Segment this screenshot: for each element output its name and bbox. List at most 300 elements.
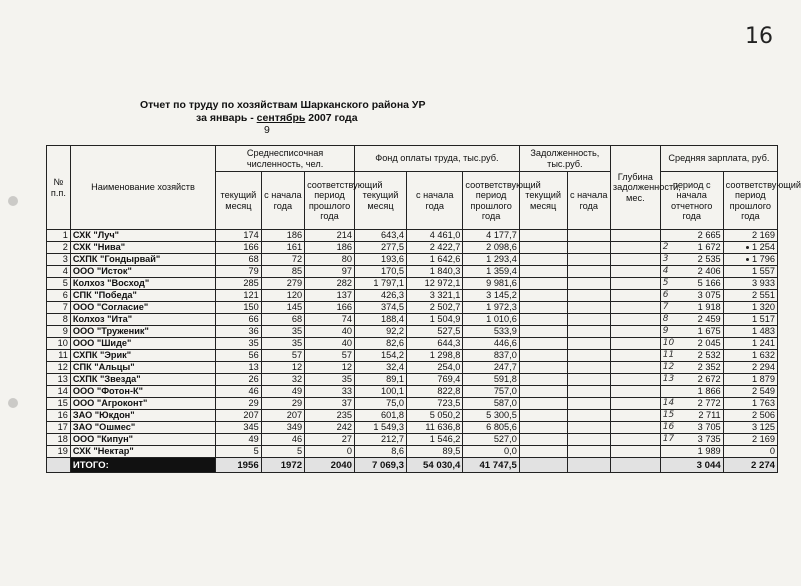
salary-ytd bbox=[660, 422, 723, 434]
debt-ytd bbox=[567, 242, 610, 254]
salary-prev bbox=[723, 242, 777, 254]
debt-ytd bbox=[567, 290, 610, 302]
salary-ytd-value: 1 675 bbox=[697, 326, 721, 336]
payroll-prev bbox=[463, 242, 519, 254]
payroll-ytd bbox=[407, 362, 463, 374]
debt-ytd bbox=[567, 398, 610, 410]
payroll-ytd bbox=[407, 278, 463, 290]
total-payroll-prev: 41 747,5 bbox=[463, 458, 519, 473]
row-name bbox=[70, 446, 215, 458]
headcount-prev bbox=[305, 410, 355, 422]
payroll-current-value: 1 797,1 bbox=[373, 278, 405, 288]
headcount-prev-value: 40 bbox=[341, 326, 352, 336]
payroll-prev bbox=[463, 326, 519, 338]
headcount-current bbox=[216, 350, 262, 362]
row-index bbox=[47, 290, 71, 302]
total-headcount-ytd: 1972 bbox=[261, 458, 304, 473]
headcount-prev-value: 33 bbox=[341, 386, 352, 396]
payroll-ytd-value: 89,5 bbox=[442, 446, 461, 456]
row-name-value: СХПК "Звезда" bbox=[72, 374, 141, 384]
period-month: сентябрь bbox=[256, 112, 306, 124]
payroll-prev bbox=[463, 338, 519, 350]
handwritten-mark: 2 bbox=[662, 242, 669, 252]
headcount-ytd bbox=[261, 242, 304, 254]
row-name bbox=[70, 254, 215, 266]
headcount-prev-value: 40 bbox=[341, 338, 352, 348]
debt-depth bbox=[610, 422, 660, 434]
handwritten-mark: 16 bbox=[662, 422, 675, 432]
payroll-current bbox=[354, 398, 406, 410]
headcount-ytd-value: 5 bbox=[296, 446, 303, 456]
row-name bbox=[70, 374, 215, 386]
payroll-prev-value: 837,0 bbox=[493, 350, 517, 360]
headcount-current bbox=[216, 242, 262, 254]
headcount-prev bbox=[305, 266, 355, 278]
debt-current bbox=[519, 362, 567, 374]
header-current-month: текущий месяц bbox=[354, 172, 406, 230]
headcount-ytd bbox=[261, 398, 304, 410]
row-index-value: 7 bbox=[62, 302, 68, 312]
row-name bbox=[70, 266, 215, 278]
headcount-current-value: 79 bbox=[248, 266, 259, 276]
handwritten-mark: 4 bbox=[662, 266, 669, 276]
row-index-value: 9 bbox=[62, 326, 68, 336]
salary-ytd bbox=[660, 434, 723, 446]
table-row bbox=[47, 374, 778, 386]
table-row bbox=[47, 242, 778, 254]
row-name bbox=[70, 350, 215, 362]
payroll-prev-value: 2 098,6 bbox=[486, 242, 517, 252]
payroll-current bbox=[354, 422, 406, 434]
payroll-current-value: 1 549,3 bbox=[373, 422, 405, 432]
headcount-prev bbox=[305, 242, 355, 254]
row-name bbox=[70, 398, 215, 410]
row-name bbox=[70, 386, 215, 398]
row-name-value: ЗАО "Юкдон" bbox=[72, 410, 135, 420]
debt-current bbox=[519, 230, 567, 242]
headcount-ytd bbox=[261, 290, 304, 302]
row-index-value: 17 bbox=[57, 422, 68, 432]
headcount-prev-value: 214 bbox=[336, 230, 352, 240]
labor-report-table bbox=[46, 145, 801, 473]
handwritten-page-number: 16 bbox=[745, 24, 773, 49]
row-index-value: 18 bbox=[57, 434, 68, 444]
salary-prev-value: 1 557 bbox=[752, 266, 775, 276]
payroll-current bbox=[354, 302, 406, 314]
row-name-value: СХПК "Эрик" bbox=[72, 350, 132, 360]
payroll-current bbox=[354, 230, 406, 242]
salary-prev-value: 2 169 bbox=[752, 434, 775, 444]
row-name-value: СХК "Нива" bbox=[72, 242, 126, 252]
payroll-prev-value: 3 145,2 bbox=[486, 290, 517, 300]
table-row bbox=[47, 314, 778, 326]
headcount-ytd bbox=[261, 434, 304, 446]
salary-prev bbox=[723, 446, 777, 458]
debt-depth bbox=[610, 254, 660, 266]
table-row bbox=[47, 302, 778, 314]
headcount-prev bbox=[305, 350, 355, 362]
debt-depth bbox=[610, 338, 660, 350]
payroll-prev-value: 1 359,4 bbox=[486, 266, 517, 276]
payroll-ytd-value: 1 298,8 bbox=[429, 350, 461, 360]
debt-current bbox=[519, 386, 567, 398]
handwritten-mark: 13 bbox=[662, 374, 675, 384]
headcount-ytd-value: 85 bbox=[291, 266, 303, 276]
salary-prev bbox=[723, 434, 777, 446]
headcount-prev bbox=[305, 230, 355, 242]
total-debt-current bbox=[519, 458, 567, 473]
payroll-prev-value: 4 177,7 bbox=[486, 230, 517, 240]
period-number: 9 bbox=[264, 124, 270, 136]
headcount-current-value: 49 bbox=[248, 434, 259, 444]
salary-ytd bbox=[660, 314, 723, 326]
headcount-prev bbox=[305, 374, 355, 386]
salary-prev-value: 3 933 bbox=[752, 278, 775, 288]
salary-prev-value: 1 517 bbox=[752, 314, 775, 324]
payroll-ytd bbox=[407, 290, 463, 302]
debt-current bbox=[519, 326, 567, 338]
payroll-ytd-value: 1 840,3 bbox=[429, 266, 461, 276]
debt-depth bbox=[610, 266, 660, 278]
salary-prev-value: 2 549 bbox=[752, 386, 775, 396]
salary-ytd-value: 3 705 bbox=[697, 422, 721, 432]
payroll-current-value: 100,1 bbox=[381, 386, 405, 396]
header-since-start: с начала года bbox=[407, 172, 463, 230]
headcount-ytd-value: 35 bbox=[291, 326, 303, 336]
header-current-month: текущий месяц bbox=[216, 172, 262, 230]
row-name-value: ООО "Труженик" bbox=[72, 326, 149, 336]
salary-ytd bbox=[660, 326, 723, 338]
salary-prev-value: 1 796 bbox=[752, 254, 775, 264]
headcount-ytd bbox=[261, 386, 304, 398]
headcount-prev bbox=[305, 446, 355, 458]
headcount-prev bbox=[305, 326, 355, 338]
payroll-ytd bbox=[407, 410, 463, 422]
salary-ytd-value: 2 459 bbox=[697, 314, 721, 324]
headcount-current-value: 46 bbox=[248, 386, 259, 396]
payroll-current-value: 75,0 bbox=[386, 398, 405, 408]
headcount-prev-value: 235 bbox=[336, 410, 352, 420]
row-name bbox=[70, 326, 215, 338]
salary-ytd bbox=[660, 254, 723, 266]
headcount-current bbox=[216, 422, 262, 434]
row-index bbox=[47, 242, 71, 254]
handwritten-mark: 8 bbox=[662, 314, 669, 324]
headcount-prev-value: 35 bbox=[341, 374, 352, 384]
payroll-ytd-value: 527,5 bbox=[437, 326, 461, 336]
row-index bbox=[47, 338, 71, 350]
row-name bbox=[70, 434, 215, 446]
salary-prev bbox=[723, 326, 777, 338]
headcount-prev bbox=[305, 278, 355, 290]
header-name: Наименование хозяйств bbox=[70, 146, 215, 230]
payroll-current bbox=[354, 350, 406, 362]
headcount-current-value: 121 bbox=[243, 290, 259, 300]
row-index bbox=[47, 326, 71, 338]
salary-ytd bbox=[660, 302, 723, 314]
payroll-prev-value: 757,0 bbox=[493, 386, 517, 396]
payroll-current-value: 8,6 bbox=[391, 446, 405, 456]
headcount-ytd bbox=[261, 254, 304, 266]
headcount-current bbox=[216, 254, 262, 266]
headcount-ytd-value: 72 bbox=[291, 254, 303, 264]
salary-ytd bbox=[660, 266, 723, 278]
row-name-value: СХК "Луч" bbox=[72, 230, 120, 240]
salary-prev bbox=[723, 422, 777, 434]
payroll-current-value: 89,1 bbox=[386, 374, 405, 384]
headcount-current-value: 66 bbox=[248, 314, 259, 324]
payroll-current-value: 426,3 bbox=[381, 290, 405, 300]
report-title: Отчет по труду по хозяйствам Шарканского района УР bbox=[140, 99, 426, 111]
row-name-value: СПК "Победа" bbox=[72, 290, 137, 300]
debt-current bbox=[519, 314, 567, 326]
salary-prev bbox=[723, 386, 777, 398]
headcount-current bbox=[216, 302, 262, 314]
salary-ytd bbox=[660, 338, 723, 350]
payroll-prev bbox=[463, 314, 519, 326]
row-name bbox=[70, 362, 215, 374]
row-name-value: СХК "Нектар" bbox=[72, 446, 134, 456]
salary-prev bbox=[723, 290, 777, 302]
debt-ytd bbox=[567, 254, 610, 266]
headcount-prev-value: 97 bbox=[341, 266, 352, 276]
salary-ytd-value: 1 989 bbox=[697, 446, 721, 456]
table-row bbox=[47, 362, 778, 374]
table-row bbox=[47, 422, 778, 434]
headcount-ytd-value: 145 bbox=[286, 302, 303, 312]
total-debt-ytd bbox=[567, 458, 610, 473]
headcount-current bbox=[216, 230, 262, 242]
headcount-prev bbox=[305, 302, 355, 314]
payroll-ytd bbox=[407, 374, 463, 386]
salary-ytd-value: 2 532 bbox=[697, 350, 721, 360]
payroll-ytd-value: 5 050,2 bbox=[429, 410, 461, 420]
salary-prev-value: 1 254 bbox=[752, 242, 775, 252]
debt-depth bbox=[610, 446, 660, 458]
handwritten-mark: 5 bbox=[662, 278, 669, 288]
headcount-current bbox=[216, 338, 262, 350]
pen-dot bbox=[746, 258, 749, 261]
headcount-ytd-value: 35 bbox=[291, 338, 303, 348]
payroll-ytd bbox=[407, 254, 463, 266]
row-name bbox=[70, 302, 215, 314]
headcount-current-value: 150 bbox=[243, 302, 259, 312]
payroll-ytd bbox=[407, 314, 463, 326]
payroll-ytd-value: 822,8 bbox=[437, 386, 461, 396]
table-row bbox=[47, 266, 778, 278]
total-payroll-ytd: 54 030,4 bbox=[407, 458, 463, 473]
debt-depth bbox=[610, 230, 660, 242]
row-index-value: 16 bbox=[57, 410, 68, 420]
row-index-value: 11 bbox=[58, 350, 68, 360]
payroll-current bbox=[354, 434, 406, 446]
header-headcount: Среднесписочная численность, чел. bbox=[216, 146, 355, 172]
payroll-current-value: 32,4 bbox=[386, 362, 405, 372]
salary-prev-value: 1 763 bbox=[752, 398, 775, 408]
payroll-current-value: 374,5 bbox=[381, 302, 405, 312]
row-index-value: 15 bbox=[57, 398, 68, 408]
headcount-prev bbox=[305, 422, 355, 434]
header-prev-period: соответствующий период прошлого года bbox=[723, 172, 777, 230]
debt-depth bbox=[610, 386, 660, 398]
handwritten-mark: 17 bbox=[662, 434, 675, 444]
payroll-ytd-value: 1 546,2 bbox=[429, 434, 461, 444]
debt-current bbox=[519, 290, 567, 302]
row-index-value: 4 bbox=[62, 266, 68, 276]
handwritten-mark: 14 bbox=[662, 398, 675, 408]
headcount-prev bbox=[305, 254, 355, 266]
row-name bbox=[70, 338, 215, 350]
salary-prev-value: 2 294 bbox=[752, 362, 775, 372]
headcount-current bbox=[216, 266, 262, 278]
payroll-ytd-value: 11 636,8 bbox=[425, 422, 461, 432]
row-name-value: СХПК "Гондырвай" bbox=[72, 254, 161, 264]
payroll-prev bbox=[463, 386, 519, 398]
payroll-current-value: 643,4 bbox=[381, 230, 405, 240]
debt-ytd bbox=[567, 374, 610, 386]
headcount-prev-value: 186 bbox=[336, 242, 352, 252]
salary-ytd-value: 1 672 bbox=[697, 242, 721, 252]
payroll-prev bbox=[463, 398, 519, 410]
row-name bbox=[70, 422, 215, 434]
payroll-prev-value: 247,7 bbox=[493, 362, 517, 372]
payroll-prev-value: 587,0 bbox=[493, 398, 517, 408]
payroll-ytd-value: 12 972,1 bbox=[424, 278, 461, 288]
header-prev-period: соответствующий период прошлого года bbox=[463, 172, 519, 230]
debt-ytd bbox=[567, 302, 610, 314]
payroll-current bbox=[354, 386, 406, 398]
handwritten-mark: 15 bbox=[662, 410, 675, 420]
salary-prev bbox=[723, 374, 777, 386]
table-row bbox=[47, 386, 778, 398]
payroll-current bbox=[354, 410, 406, 422]
debt-ytd bbox=[567, 230, 610, 242]
row-index bbox=[47, 278, 71, 290]
salary-ytd-value: 3 075 bbox=[697, 290, 721, 300]
row-index bbox=[47, 230, 71, 242]
payroll-ytd bbox=[407, 398, 463, 410]
headcount-ytd-value: 161 bbox=[286, 242, 303, 252]
table-row bbox=[47, 446, 778, 458]
row-index-value: 1 bbox=[62, 230, 68, 240]
payroll-prev-value: 446,6 bbox=[493, 338, 517, 348]
row-index-value: 10 bbox=[57, 338, 68, 348]
payroll-current bbox=[354, 326, 406, 338]
total-headcount-prev: 2040 bbox=[305, 458, 355, 473]
payroll-prev bbox=[463, 410, 519, 422]
salary-prev bbox=[723, 398, 777, 410]
headcount-current bbox=[216, 386, 262, 398]
row-index-value: 6 bbox=[62, 290, 68, 300]
row-index-value: 5 bbox=[62, 278, 68, 288]
table-body bbox=[47, 230, 778, 458]
payroll-ytd-value: 254,0 bbox=[437, 362, 461, 372]
headcount-current bbox=[216, 410, 262, 422]
payroll-current bbox=[354, 266, 406, 278]
payroll-prev-value: 5 300,5 bbox=[486, 410, 517, 420]
headcount-ytd-value: 12 bbox=[291, 362, 303, 372]
payroll-prev-value: 1 972,3 bbox=[486, 302, 517, 312]
salary-ytd-value: 2 672 bbox=[697, 374, 721, 384]
payroll-ytd bbox=[407, 350, 463, 362]
total-row bbox=[47, 458, 778, 473]
salary-prev-value: 1 320 bbox=[752, 302, 775, 312]
debt-depth bbox=[610, 326, 660, 338]
row-name-value: ЗАО "Ошмес" bbox=[72, 422, 136, 432]
debt-current bbox=[519, 338, 567, 350]
row-index bbox=[47, 266, 71, 278]
payroll-prev bbox=[463, 446, 519, 458]
payroll-ytd-value: 644,3 bbox=[437, 338, 461, 348]
headcount-current-value: 285 bbox=[243, 278, 259, 288]
salary-ytd bbox=[660, 362, 723, 374]
payroll-ytd bbox=[407, 266, 463, 278]
debt-depth bbox=[610, 434, 660, 446]
payroll-ytd bbox=[407, 446, 463, 458]
debt-ytd bbox=[567, 338, 610, 350]
header-no: № п.п. bbox=[47, 146, 71, 230]
row-name-value: ООО "Согласие" bbox=[72, 302, 149, 312]
salary-prev bbox=[723, 362, 777, 374]
salary-ytd bbox=[660, 278, 723, 290]
salary-ytd-value: 2 045 bbox=[697, 338, 721, 348]
debt-ytd bbox=[567, 446, 610, 458]
salary-prev-value: 2 169 bbox=[752, 230, 775, 240]
headcount-prev-value: 74 bbox=[341, 314, 352, 324]
debt-current bbox=[519, 302, 567, 314]
headcount-ytd-value: 68 bbox=[291, 314, 303, 324]
handwritten-mark: 10 bbox=[662, 338, 675, 348]
salary-ytd bbox=[660, 290, 723, 302]
payroll-current-value: 188,4 bbox=[381, 314, 405, 324]
payroll-current-value: 277,5 bbox=[381, 242, 405, 252]
headcount-current bbox=[216, 314, 262, 326]
debt-current bbox=[519, 374, 567, 386]
payroll-ytd bbox=[407, 242, 463, 254]
payroll-ytd bbox=[407, 338, 463, 350]
headcount-prev-value: 137 bbox=[336, 290, 352, 300]
headcount-ytd bbox=[261, 422, 304, 434]
debt-current bbox=[519, 434, 567, 446]
pen-dot bbox=[746, 246, 749, 249]
table-row bbox=[47, 398, 778, 410]
debt-ytd bbox=[567, 422, 610, 434]
headcount-prev-value: 80 bbox=[341, 254, 352, 264]
punch-hole bbox=[8, 196, 18, 206]
headcount-prev-value: 242 bbox=[336, 422, 352, 432]
headcount-current bbox=[216, 446, 262, 458]
salary-ytd-value: 2 772 bbox=[697, 398, 721, 408]
payroll-current-value: 92,2 bbox=[386, 326, 405, 336]
payroll-current-value: 193,6 bbox=[381, 254, 405, 264]
headcount-current-value: 174 bbox=[243, 230, 259, 240]
headcount-current bbox=[216, 374, 262, 386]
headcount-current bbox=[216, 434, 262, 446]
payroll-prev-value: 9 981,6 bbox=[486, 278, 517, 288]
salary-prev bbox=[723, 254, 777, 266]
row-name bbox=[70, 242, 215, 254]
headcount-ytd bbox=[261, 302, 304, 314]
headcount-prev bbox=[305, 434, 355, 446]
payroll-current bbox=[354, 290, 406, 302]
debt-depth bbox=[610, 242, 660, 254]
headcount-current-value: 345 bbox=[243, 422, 259, 432]
debt-ytd bbox=[567, 266, 610, 278]
payroll-prev bbox=[463, 350, 519, 362]
row-name bbox=[70, 278, 215, 290]
payroll-ytd bbox=[407, 434, 463, 446]
debt-ytd bbox=[567, 410, 610, 422]
